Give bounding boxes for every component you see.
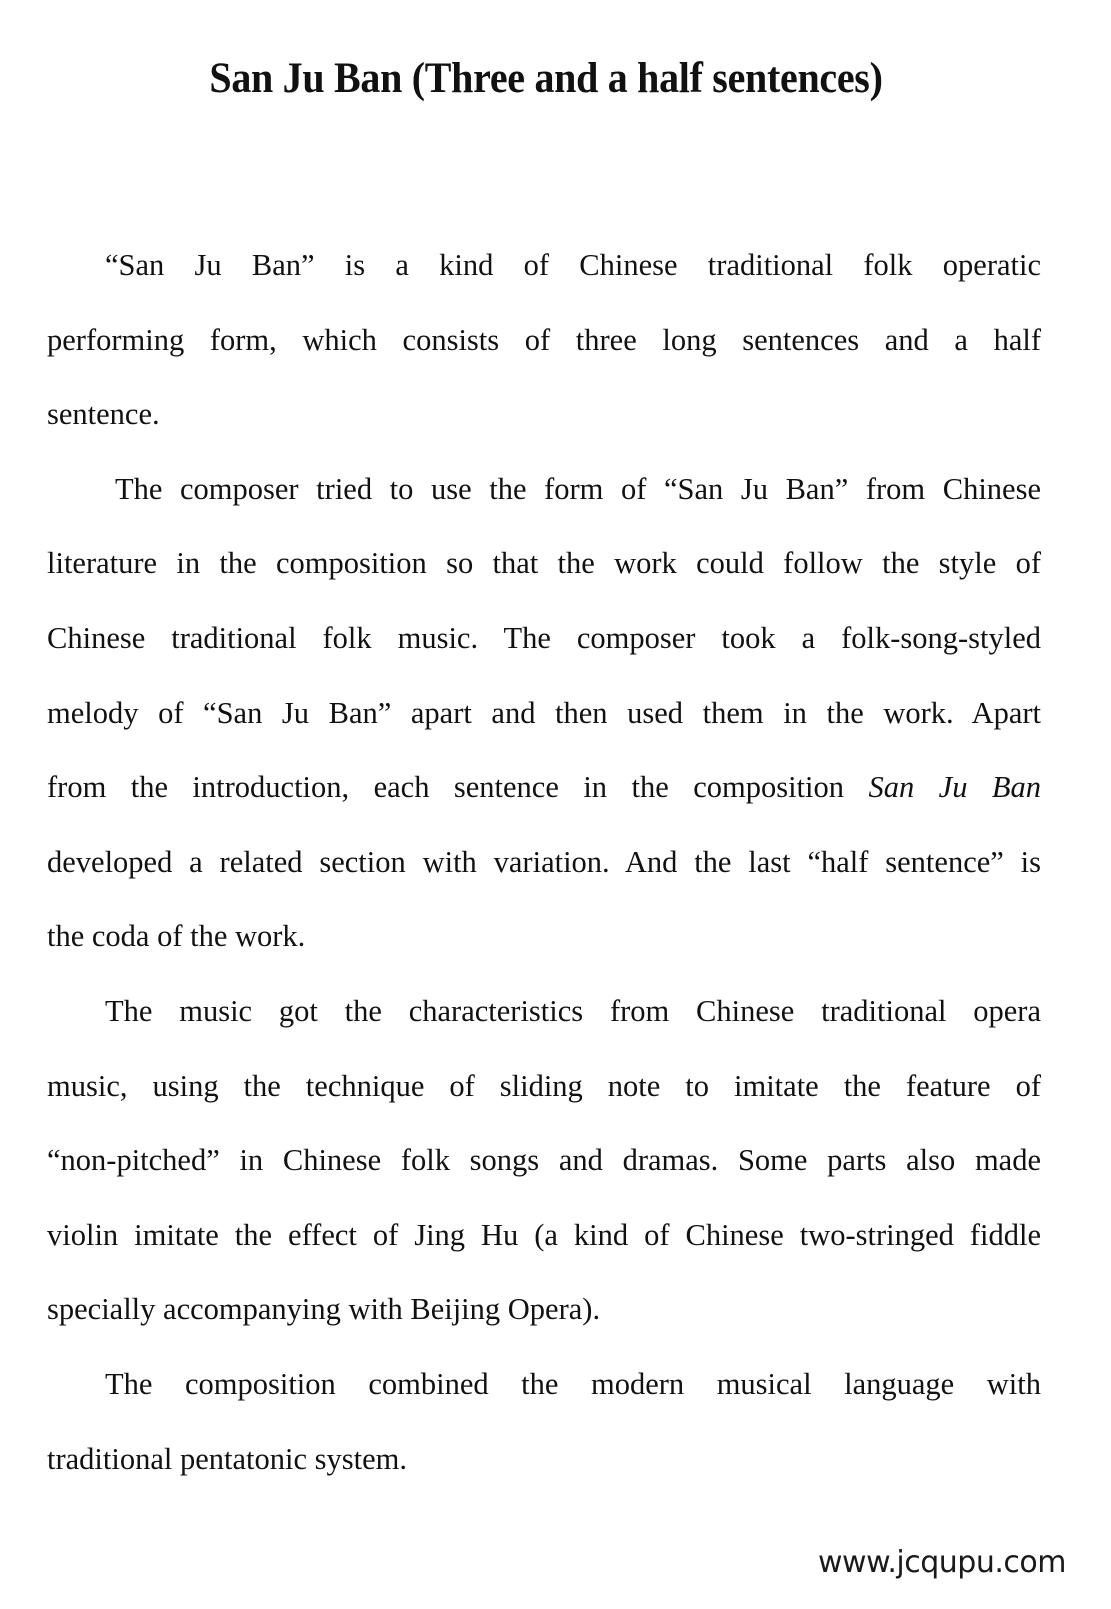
text-line: Chinese traditional folk music. The composer took a folk-song-styled bbox=[47, 620, 1041, 655]
text-line: violin imitate the effect of Jing Hu (a kind of Chinese two-stringed fiddle bbox=[47, 1217, 1041, 1252]
text-line: music, using the technique of sliding note to imitate the feature of bbox=[47, 1068, 1041, 1103]
text-line: traditional pentatonic system. bbox=[47, 1441, 407, 1476]
text-line: sentence. bbox=[47, 397, 160, 432]
paragraph-4 bbox=[47, 1347, 1041, 1496]
text-line: developed a related section with variation. And the last “half sentence” is bbox=[47, 844, 1041, 879]
watermark: www.jcqupu.com bbox=[818, 1545, 1066, 1580]
text-line: the coda of the work. bbox=[47, 919, 306, 954]
text-line: The music got the characteristics from Chinese traditional opera bbox=[105, 993, 1041, 1028]
text-line: specially accompanying with Beijing Opera). bbox=[47, 1292, 601, 1327]
paragraph-2 bbox=[47, 452, 1041, 974]
text-line: “San Ju Ban” is a kind of Chinese traditional folk operatic bbox=[105, 248, 1041, 282]
text-line: performing form, which consists of three long sentences and a half bbox=[47, 322, 1041, 357]
italic-work-title: San Ju Ban bbox=[868, 770, 1042, 805]
document-body bbox=[47, 228, 1041, 1496]
document-title: San Ju Ban (Three and a half sentences) bbox=[209, 53, 883, 102]
text-line: literature in the composition so that the work could follow the style of bbox=[47, 546, 1041, 581]
text-line: The composition combined the modern musical language with bbox=[105, 1366, 1041, 1401]
text-segment: from the introduction, each sentence in the composition bbox=[47, 770, 845, 805]
text-line: melody of “San Ju Ban” apart and then used them in the work. Apart bbox=[47, 695, 1041, 730]
text-line: “non-pitched” in Chinese folk songs and dramas. Some parts also made bbox=[47, 1143, 1041, 1178]
paragraph-1 bbox=[47, 228, 1041, 452]
paragraph-3 bbox=[47, 974, 1041, 1347]
text-line bbox=[47, 750, 1041, 825]
text-line: The composer tried to use the form of “San Ju Ban” from Chinese bbox=[115, 471, 1041, 506]
